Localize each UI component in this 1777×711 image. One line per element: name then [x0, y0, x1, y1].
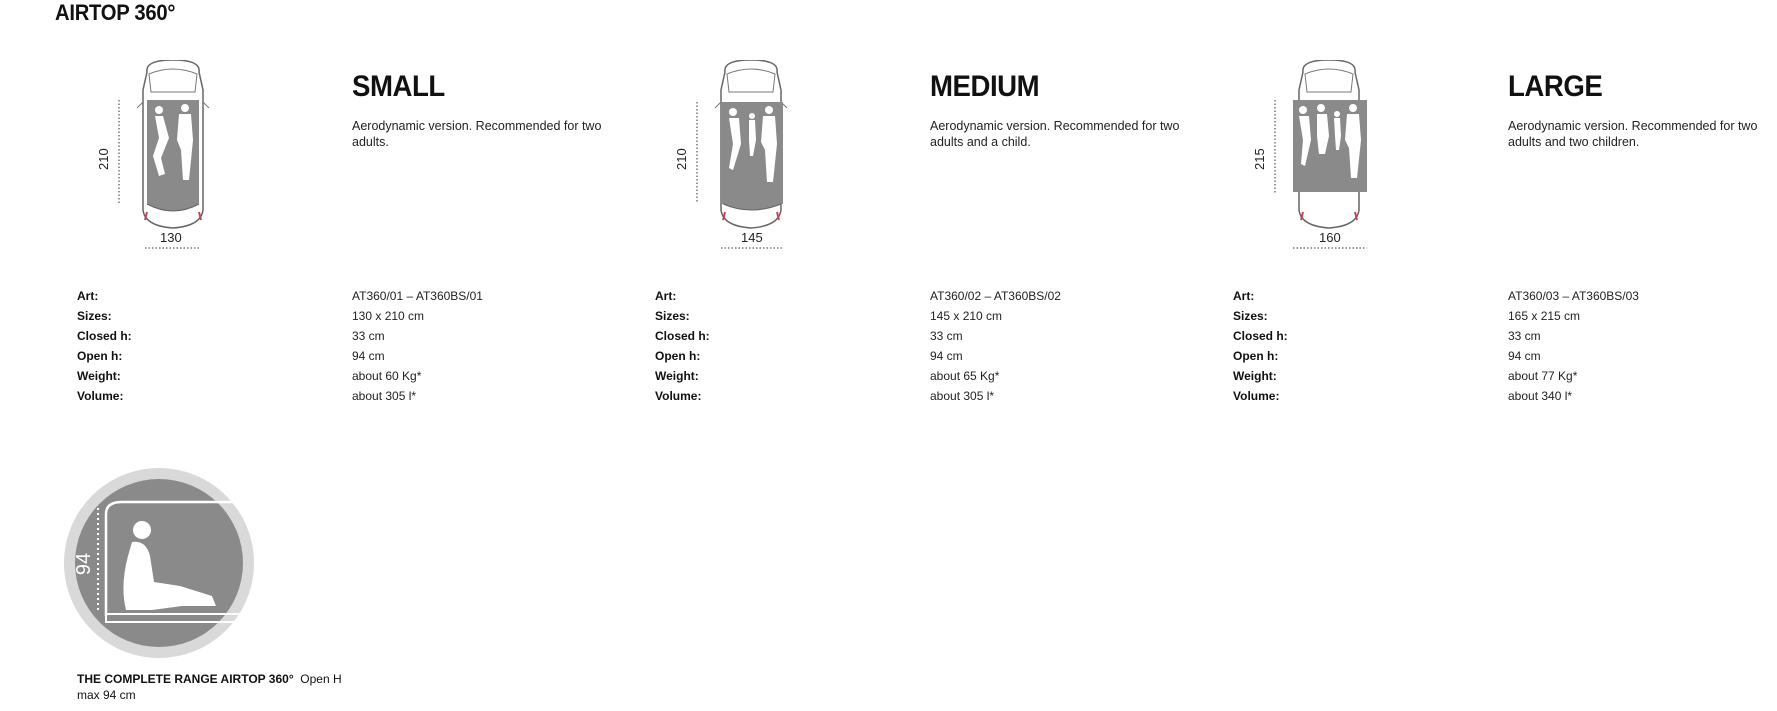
car-top-view [1241, 60, 1471, 260]
car-tent-icon [85, 60, 315, 260]
spec-values [1508, 286, 1639, 406]
spec-label-volume: Volume: [1233, 389, 1280, 403]
range-caption [77, 671, 357, 703]
spec-values [352, 286, 483, 406]
variant-name: MEDIUM [930, 70, 1040, 103]
car-tent-icon [1241, 60, 1471, 260]
spec-label-art: Art: [1233, 289, 1255, 303]
spec-value-closed: 33 cm [1508, 329, 1541, 343]
spec-value-weight: about 77 Kg* [1508, 369, 1578, 383]
spec-label-volume: Volume: [77, 389, 124, 403]
variant-medium [633, 60, 1193, 410]
spec-value-volume: about 340 l* [1508, 389, 1573, 403]
spec-label-closed: Closed h: [1233, 329, 1288, 343]
dimension-length: 210 [674, 148, 689, 170]
spec-values [930, 286, 1061, 406]
spec-label-weight: Weight: [77, 369, 121, 383]
variant-description: Aerodynamic version. Recommended for two adults and two children. [1508, 119, 1758, 149]
spec-label-sizes: Sizes: [77, 309, 112, 323]
spec-value-volume: about 305 l* [352, 389, 417, 403]
spec-label-open: Open h: [77, 349, 123, 363]
spec-value-closed: 33 cm [930, 329, 963, 343]
dimension-width: 130 [160, 230, 182, 245]
open-height-label: 94 [73, 552, 95, 576]
spec-value-open: 94 cm [930, 349, 963, 363]
spec-labels [77, 286, 132, 406]
spec-value-weight: about 60 Kg* [352, 369, 422, 383]
spec-label-closed: Closed h: [77, 329, 132, 343]
dimension-width: 160 [1319, 230, 1341, 245]
spec-value-art: AT360/02 – AT360BS/02 [930, 289, 1061, 303]
variant-name: LARGE [1508, 70, 1603, 103]
range-caption-text: Open H max 94 cm [77, 672, 342, 702]
dimension-width: 145 [741, 230, 763, 245]
spec-labels [1233, 286, 1288, 406]
variant-description: Aerodynamic version. Recommended for two adults and a child. [930, 119, 1180, 149]
dimension-length: 215 [1252, 148, 1267, 170]
spec-label-open: Open h: [655, 349, 701, 363]
car-tent-icon [663, 60, 893, 260]
car-top-view [85, 60, 315, 260]
spec-label-sizes: Sizes: [1233, 309, 1268, 323]
car-top-view [663, 60, 893, 260]
range-caption-title: THE COMPLETE RANGE AIRTOP 360° [77, 672, 294, 686]
spec-label-art: Art: [77, 289, 99, 303]
spec-value-open: 94 cm [352, 349, 385, 363]
spec-label-sizes: Sizes: [655, 309, 690, 323]
spec-label-open: Open h: [1233, 349, 1279, 363]
spec-value-weight: about 65 Kg* [930, 369, 1000, 383]
dimension-length: 210 [96, 148, 111, 170]
spec-label-weight: Weight: [655, 369, 699, 383]
spec-label-weight: Weight: [1233, 369, 1277, 383]
spec-value-closed: 33 cm [352, 329, 385, 343]
spec-labels [655, 286, 710, 406]
spec-value-art: AT360/03 – AT360BS/03 [1508, 289, 1639, 303]
spec-value-sizes: 165 x 215 cm [1508, 309, 1581, 323]
tent-side-icon [62, 466, 256, 660]
variant-description: Aerodynamic version. Recommended for two adults. [352, 119, 602, 149]
variant-name: SMALL [352, 70, 445, 103]
spec-label-volume: Volume: [655, 389, 702, 403]
spec-label-closed: Closed h: [655, 329, 710, 343]
spec-value-art: AT360/01 – AT360BS/01 [352, 289, 483, 303]
spec-label-art: Art: [655, 289, 677, 303]
variant-small [55, 60, 615, 410]
spec-value-open: 94 cm [1508, 349, 1541, 363]
page-title: AIRTOP 360° [55, 0, 176, 25]
spec-value-volume: about 305 l* [930, 389, 995, 403]
variant-large [1211, 60, 1771, 410]
spec-value-sizes: 145 x 210 cm [930, 309, 1003, 323]
spec-value-sizes: 130 x 210 cm [352, 309, 425, 323]
open-height-figure [62, 466, 256, 660]
